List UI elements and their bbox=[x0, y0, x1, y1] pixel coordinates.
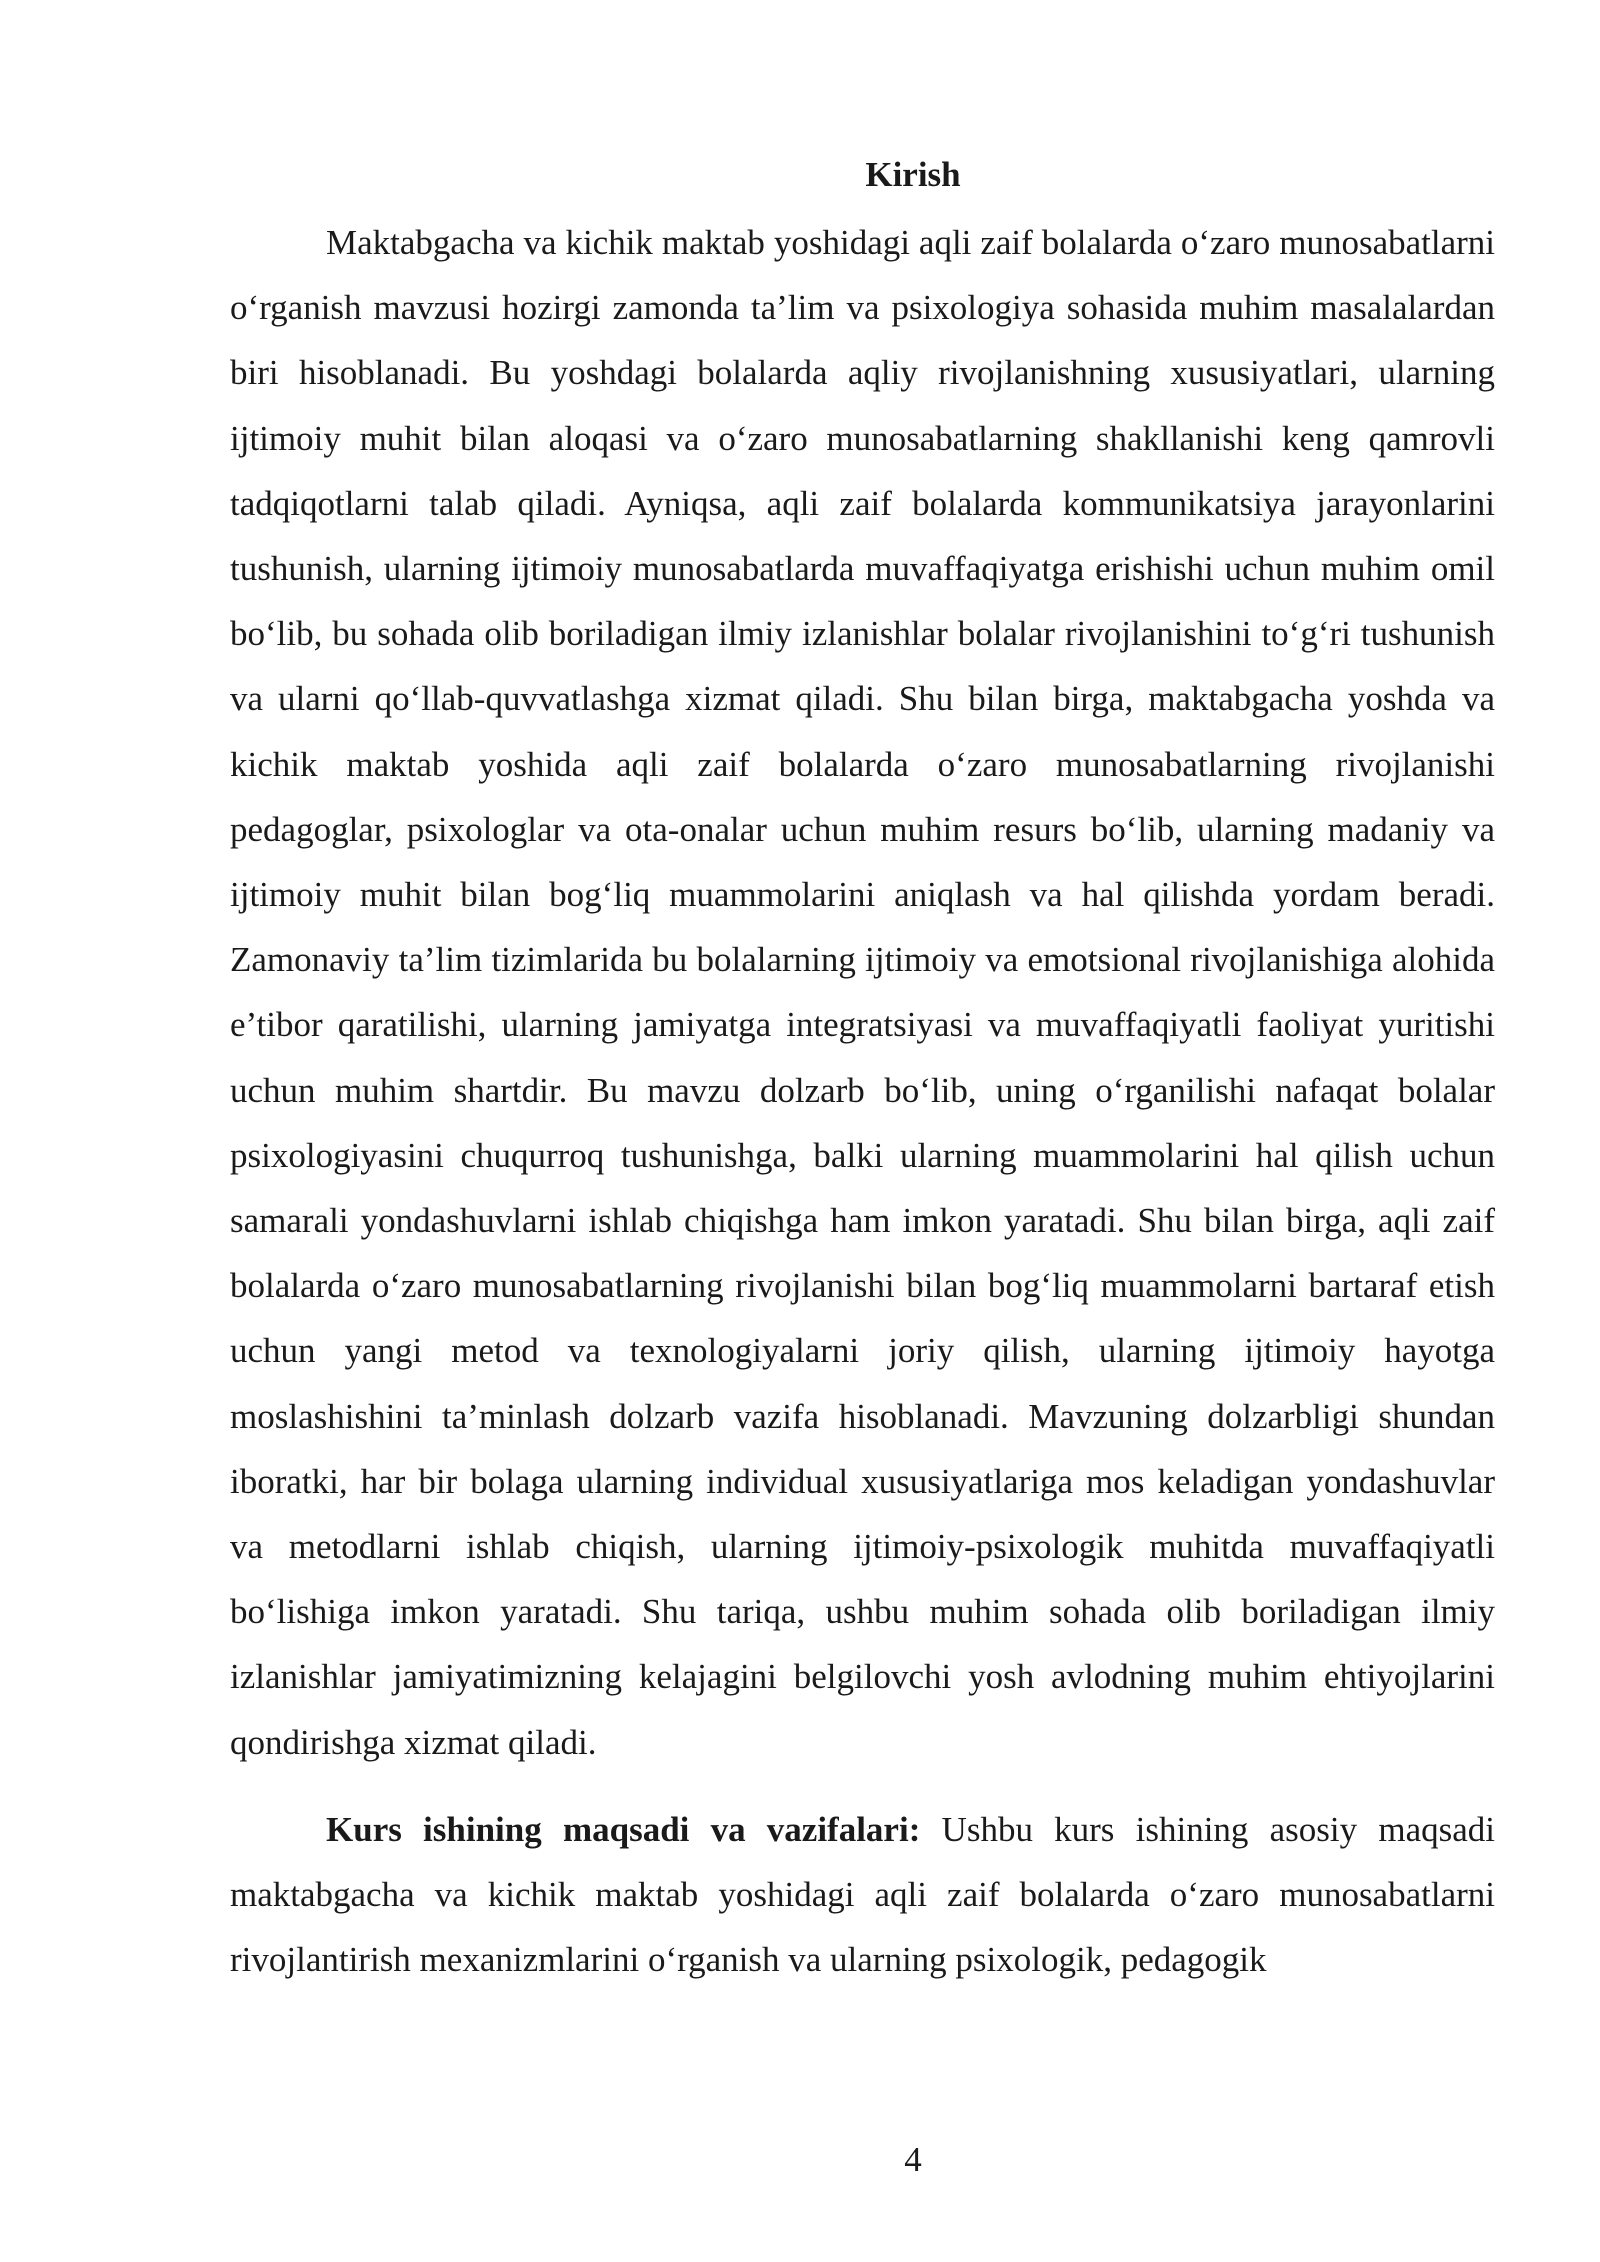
section-title: Kirish bbox=[865, 155, 961, 194]
body-text bbox=[230, 210, 1495, 1992]
paragraph-text: Ushbu kurs ishining asosiy maqsadi maktabgacha va kichik maktab yoshidagi aqli zaif bolalarda o‘zaro munosabatlarni rivojlantirish mexanizmlarini o‘rganish va ularning psixologik, pedagogik bbox=[230, 1809, 1495, 1980]
page-number: 4 bbox=[904, 2140, 922, 2179]
paragraph-goals bbox=[230, 1797, 1495, 1993]
paragraph-text: Maktabgacha va kichik maktab yoshidagi aqli zaif bolalarda o‘zaro munosabatlarni o‘rganish mavzusi hozirgi zamonda ta’lim va psixologiya sohasida muhim masalalardan biri hisoblanadi. Bu yoshdagi bolalarda aqliy rivojlanishning xususiyatlari, ularning ijtimoiy muhit bilan aloqasi va o‘zaro munosabatlarning shakllanishi keng qamrovli tadqiqotlarni talab qiladi. Ayniqsa, aqli zaif bolalarda kommunikatsiya jarayonlarini tushunish, ularning ijtimoiy munosabatlarda muvaffaqiyatga erishishi uchun muhim omil bo‘lib, bu sohada olib boriladigan ilmiy izlanishlar bolalar rivojlanishini to‘g‘ri tushunish va ularni qo‘llab-quvvatlashga xizmat qiladi. Shu bilan birga, maktabgacha yoshda va kichik maktab yoshida aqli zaif bolalarda o‘zaro munosabatlarning rivojlanishi pedagoglar, psixologlar va ota-onalar uchun muhim resurs bo‘lib, ularning madaniy va ijtimoiy muhit bilan bog‘liq muammolarini aniqlash va hal qilishda yordam beradi. Zamonaviy ta’lim tizimlarida bu bolalarning ijtimoiy va emotsional rivojlanishiga alohida e’tibor qaratilishi, ularning jamiyatga integratsiyasi va muvaffaqiyatli faoliyat yuritishi uchun muhim shartdir. Bu mavzu dolzarb bo‘lib, uning o‘rganilishi nafaqat bolalar psixologiyasini chuqurroq tushunishga, balki ularning muammolarini hal qilish uchun samarali yondashuvlarni ishlab chiqishga ham imkon yaratadi. Shu bilan birga, aqli zaif bolalarda o‘zaro munosabatlarning rivojlanishi bilan bog‘liq muammolarni bartaraf etish uchun yangi metod va texnologiyalarni joriy qilish, ularning ijtimoiy hayotga moslashishini ta’minlash dolzarb vazifa hisoblanadi. Mavzuning dolzarbligi shundan iboratki, har bir bolaga ularning individual xususiyatlariga mos keladigan yondashuvlar va metodlarni ishlab chiqish, ularning ijtimoiy-psixologik muhitda muvaffaqiyatli bo‘lishiga imkon yaratadi. Shu tariqa, ushbu muhim sohada olib boriladigan ilmiy izlanishlar jamiyatimizning kelajagini belgilovchi yosh avlodning muhim ehtiyojlarini qondirishga xizmat qiladi. bbox=[230, 223, 1495, 1762]
paragraph-introduction bbox=[230, 210, 1495, 1775]
paragraph-lead-heading: Kurs ishining maqsadi va vazifalari: bbox=[326, 1809, 921, 1849]
